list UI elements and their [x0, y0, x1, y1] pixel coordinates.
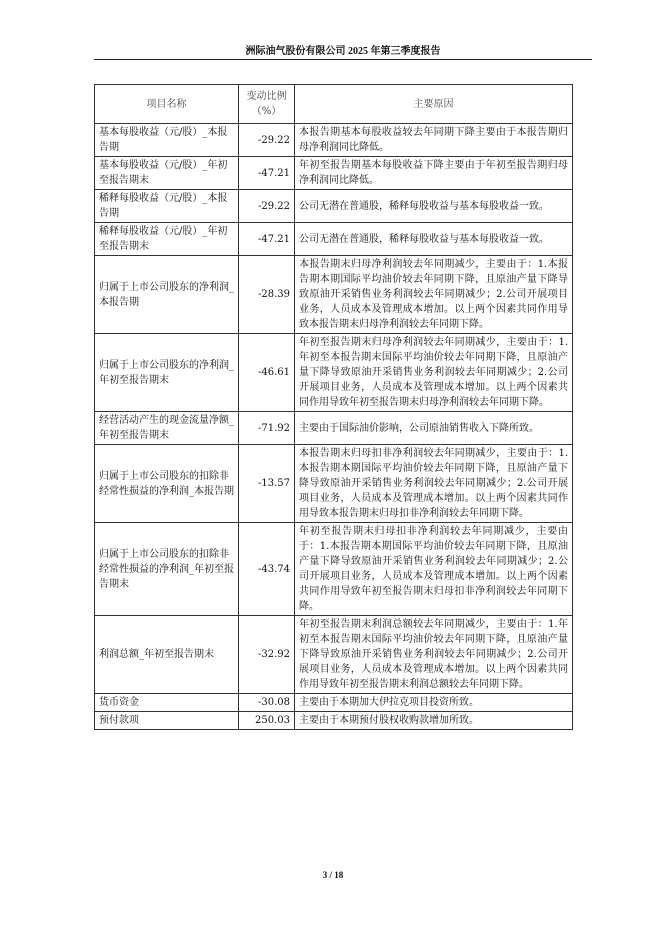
change-ratio-cell: -30.08	[239, 694, 295, 712]
item-name-cell: 稀释每股收益（元/股）_年初至报告期末	[95, 223, 239, 256]
table-row	[95, 616, 573, 694]
reason-cell: 公司无潜在普通股，稀释每股收益与基本每股收益一致。	[295, 190, 573, 223]
change-ratio-cell: -13.57	[239, 445, 295, 523]
table-row	[95, 190, 573, 223]
change-ratio-cell: -32.92	[239, 616, 295, 694]
column-header-reason: 主要原因	[295, 85, 573, 124]
item-name-cell: 归属于上市公司股东的扣除非经常性损益的净利润_年初至报告期末	[95, 523, 239, 616]
item-name-cell: 稀释每股收益（元/股）_本报告期	[95, 190, 239, 223]
item-name-cell: 归属于上市公司股东的扣除非经常性损益的净利润_本报告期	[95, 445, 239, 523]
table-row	[95, 124, 573, 157]
reason-cell: 年初至报告期末归母扣非净利润较去年同期减少，主要由于：1.本报告期本期国际平均油价较去年同期下降，且原油产量下降导致原油开采销售业务利润较去年同期减少；2.公司开展项目业务，人员成本及管理成本增加。以上两个因素共同作用导致年初至报告期末归母扣非净利润较去年同期下降。	[295, 523, 573, 616]
header-divider	[94, 59, 592, 60]
reason-cell: 主要由于本期预付股权收购款增加所致。	[295, 712, 573, 730]
item-name-cell: 基本每股收益（元/股）_本报告期	[95, 124, 239, 157]
change-ratio-cell: -43.74	[239, 523, 295, 616]
reason-cell: 公司无潜在普通股，稀释每股收益与基本每股收益一致。	[295, 223, 573, 256]
change-ratio-cell: -29.22	[239, 124, 295, 157]
column-header-item: 项目名称	[95, 85, 239, 124]
table-row	[95, 157, 573, 190]
reason-cell: 主要由于本期加大伊拉克项目投资所致。	[295, 694, 573, 712]
item-name-cell: 经营活动产生的现金流量净额_年初至报告期末	[95, 412, 239, 445]
table-row	[95, 694, 573, 712]
change-ratio-cell: -29.22	[239, 190, 295, 223]
change-ratio-cell: -46.61	[239, 334, 295, 412]
reason-cell: 本报告期基本每股收益较去年同期下降主要由于本报告期归母净利润同比降低。	[295, 124, 573, 157]
table-row	[95, 256, 573, 334]
column-header-ratio: 变动比例（%）	[239, 85, 295, 124]
page-header: 洲际油气股份有限公司 2025 年第三季度报告	[245, 46, 441, 57]
table-row	[95, 334, 573, 412]
change-ratio-cell: -47.21	[239, 157, 295, 190]
change-ratio-cell: -71.92	[239, 412, 295, 445]
table-row	[95, 223, 573, 256]
reason-cell: 本报告期末归母净利润较去年同期减少，主要由于：1.本报告期本期国际平均油价较去年同期下降，且原油产量下降导致原油开采销售业务利润较去年同期减少；2.公司开展项目业务，人员成本及管理成本增加。以上两个因素共同作用导致本报告期末归母净利润较去年同期下降。	[295, 256, 573, 334]
change-ratio-table	[94, 84, 573, 730]
reason-cell: 年初至报告期末归母净利润较去年同期减少，主要由于：1.年初至本报告期末国际平均油价较去年同期下降，且原油产量下降导致原油开采销售业务利润较去年同期减少；2.公司开展项目业务，人员成本及管理成本增加。以上两个因素共同作用导致年初至报告期末归母净利润较去年同期下降。	[295, 334, 573, 412]
reason-cell: 本报告期末归母扣非净利润较去年同期减少，主要由于：1.本报告期本期国际平均油价较去年同期下降，且原油产量下降导致原油开采销售业务利润较去年同期减少；2.公司开展项目业务，人员成本及管理成本增加。以上两个因素共同作用导致本报告期末归母扣非净利润较去年同期下降。	[295, 445, 573, 523]
item-name-cell: 预付款项	[95, 712, 239, 730]
page-number: 3 / 18	[322, 870, 344, 880]
item-name-cell: 利润总额_年初至报告期末	[95, 616, 239, 694]
change-ratio-cell: -28.39	[239, 256, 295, 334]
reason-cell: 主要由于国际油价影响，公司原油销售收入下降所致。	[295, 412, 573, 445]
item-name-cell: 基本每股收益（元/股）_年初至报告期末	[95, 157, 239, 190]
table-row	[95, 523, 573, 616]
reason-cell: 年初至报告期基本每股收益下降主要由于年初至报告期归母净利润同比降低。	[295, 157, 573, 190]
table-row	[95, 445, 573, 523]
table-header-row	[95, 85, 573, 124]
item-name-cell: 归属于上市公司股东的净利润_本报告期	[95, 256, 239, 334]
change-ratio-cell: -47.21	[239, 223, 295, 256]
table-row	[95, 712, 573, 730]
item-name-cell: 货币资金	[95, 694, 239, 712]
table-row	[95, 412, 573, 445]
item-name-cell: 归属于上市公司股东的净利润_年初至报告期末	[95, 334, 239, 412]
change-ratio-cell: 250.03	[239, 712, 295, 730]
reason-cell: 年初至报告期末利润总额较去年同期减少，主要由于：1.年初至本报告期末国际平均油价较去年同期下降，且原油产量下降导致原油开采销售业务利润较去年同期减少；2.公司开展项目业务，人员成本及管理成本增加。以上两个因素共同作用导致年初至报告期末利润总额较去年同期下降。	[295, 616, 573, 694]
